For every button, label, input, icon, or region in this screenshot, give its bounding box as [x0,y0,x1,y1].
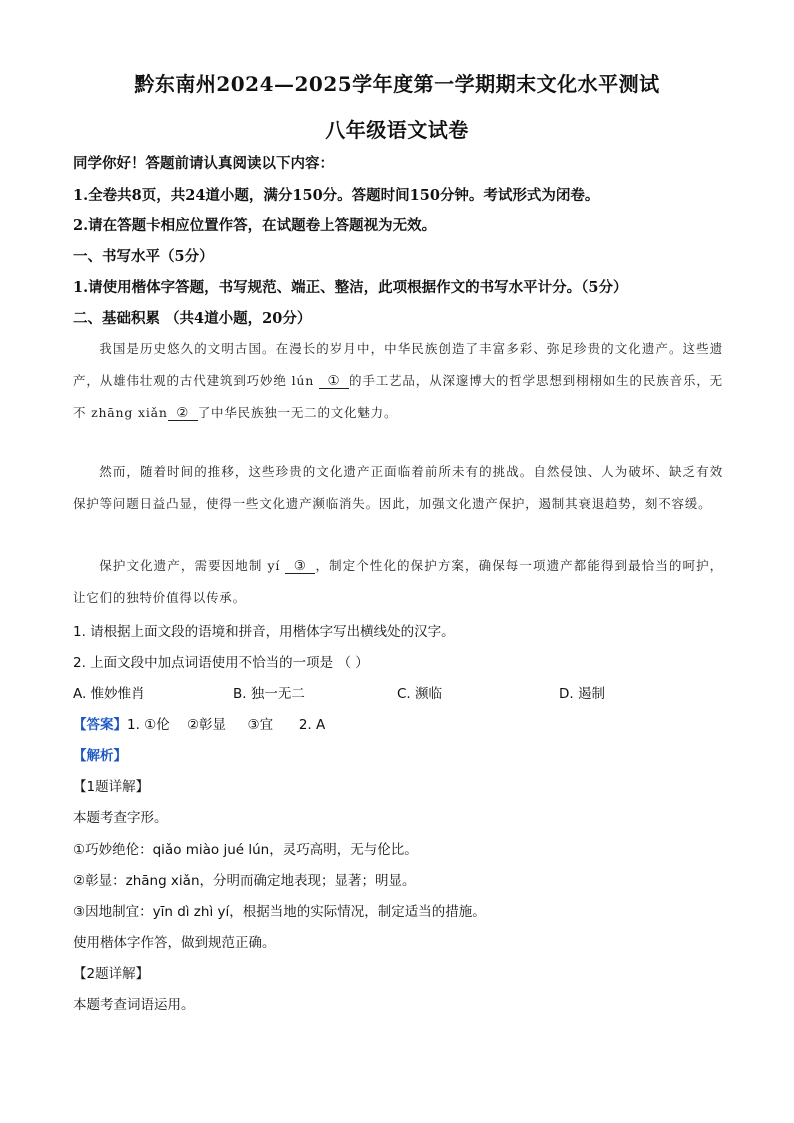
option-d: D. 遏制 [559,686,605,702]
detail-2-line-1: 本题考查词语运用。 [73,997,195,1013]
option-c: C. 濒临 [397,686,443,702]
detail-1-heading: 【1题详解】 [73,779,150,795]
section-1-question: 1.请使用楷体字答题，书写规范、端正、整洁，此项根据作文的书写水平计分。（5分） [73,279,628,296]
answer-tag: 【答案】 [73,717,127,733]
exam-title: 黔东南州2024—2025学年度第一学期期末文化水平测试 [134,72,660,96]
exam-subtitle: 八年级语文试卷 [325,118,469,142]
passage-p1-part-a: 我国是历史悠久的文明古国。在漫长的岁月中，中华民族创造了丰富多彩、弥足珍贵的文化遗产。这些遗产，从雄伟壮观的古代建筑到巧妙绝 lún [73,341,723,388]
passage-p1-part-c: 了中华民族独一无二的文化魅力。 [197,405,398,420]
section-2-heading: 二、基础积累 （共4道小题，20分） [73,310,312,327]
question-1: 1. 请根据上面文段的语境和拼音，用楷体字写出横线处的汉字。 [73,624,455,640]
passage-paragraph-3 [73,550,723,614]
blank-1: ① [319,374,349,389]
passage-p3-part-b: ，制定个性化的保护方案，确保每一项遗产都能得到最恰当的呵护，让它们的独特价值得以传承。 [73,558,723,605]
detail-1-line-2: ①巧妙绝伦：qiǎo miào jué lún，灵巧高明，无与伦比。 [73,842,418,858]
passage-p3-part-a: 保护文化遗产，需要因地制 yí [99,558,286,573]
instruction-item-2: 2.请在答题卡相应位置作答，在试题卷上答题视为无效。 [73,217,437,234]
question-2: 2. 上面文段中加点词语使用不恰当的一项是 （ ） [73,655,369,671]
instruction-item-1: 1.全卷共8页，共24道小题，满分150分。答题时间150分钟。考试形式为闭卷。 [73,187,600,204]
option-a: A. 惟妙惟肖 [73,686,145,702]
detail-1-line-1: 本题考查字形。 [73,810,168,826]
detail-2-heading: 【2题详解】 [73,966,150,982]
passage-paragraph-2 [73,456,723,520]
section-1-heading: 一、书写水平（5分） [73,248,214,265]
answer-text: 1. ①伦 ②彰显 ③宜 2. A [127,717,326,733]
detail-1-line-4: ③因地制宜：yīn dì zhì yí，根据当地的实际情况，制定适当的措施。 [73,904,486,920]
passage-p1-part-b: 的手工艺品，从深邃博大的哲学思想到栩栩如生的民族音乐，无不 zhāng xiǎn [73,373,723,420]
blank-3: ③ [285,559,315,574]
instruction-greeting: 同学你好！答题前请认真阅读以下内容： [73,155,334,172]
blank-2: ② [168,406,198,421]
option-b: B. 独一无二 [233,686,305,702]
detail-1-line-5: 使用楷体字作答，做到规范正确。 [73,935,276,951]
passage-p2-text: 然而，随着时间的推移，这些珍贵的文化遗产正面临着前所未有的挑战。自然侵蚀、人为破坏、缺乏有效保护等问题日益凸显，使得一些文化遗产濒临消失。因此，加强文化遗产保护，遏制其衰退趋势，刻不容缓。 [73,464,723,511]
detail-1-line-3: ②彰显：zhāng xiǎn，分明而确定地表现；显著；明显。 [73,873,416,889]
answer-line [73,713,734,733]
passage-paragraph-1 [73,333,723,429]
analysis-tag: 【解析】 [73,748,127,764]
analysis-line [73,744,734,764]
